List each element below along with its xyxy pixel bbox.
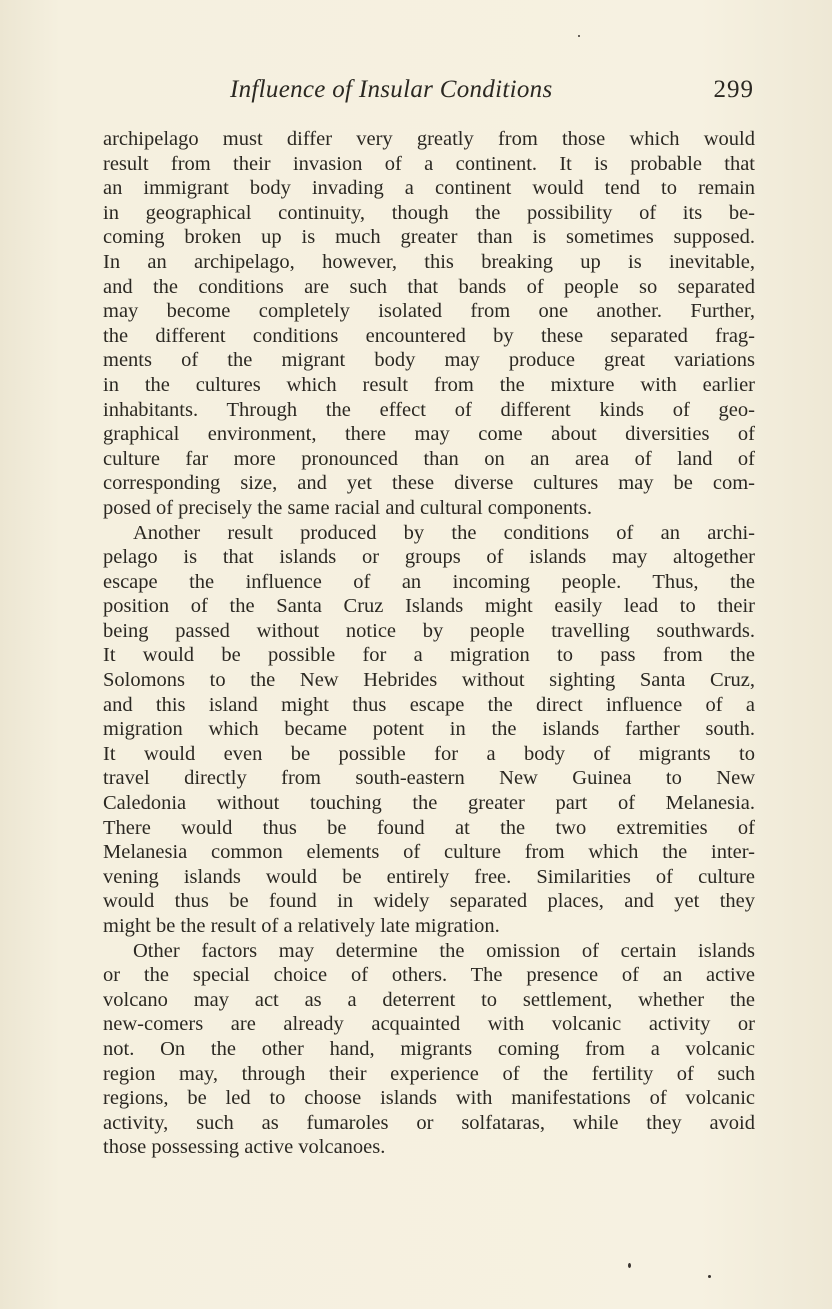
paper-speck bbox=[708, 1275, 711, 1278]
text-line: Another result produced by the conditions of an archi- bbox=[133, 521, 755, 544]
text-line: It would even be possible for a body of migrants to bbox=[103, 742, 755, 765]
text-line: graphical environment, there may come about diversities of bbox=[103, 423, 755, 446]
body-text bbox=[103, 127, 755, 1160]
text-line: coming broken up is much greater than is sometimes supposed. bbox=[103, 226, 755, 249]
text-line: regions, be led to choose islands with manifestations of volcanic bbox=[103, 1087, 755, 1110]
paper-speck bbox=[578, 35, 580, 37]
text-line: in geographical continuity, though the possibility of its be- bbox=[103, 201, 755, 224]
text-line: Other factors may determine the omission of certain islands bbox=[133, 939, 755, 962]
text-line: or the special choice of others. The presence of an active bbox=[103, 964, 755, 987]
text-line: Caledonia without touching the greater part of Melanesia. bbox=[103, 792, 755, 815]
text-line: Melanesia common elements of culture from which the inter- bbox=[103, 841, 755, 864]
text-line: an immigrant body invading a continent would tend to remain bbox=[103, 177, 755, 200]
running-title: Influence of Insular Conditions bbox=[230, 76, 553, 103]
paragraph bbox=[103, 939, 755, 1160]
text-line: In an archipelago, however, this breaking up is inevitable, bbox=[103, 250, 755, 273]
text-line: posed of precisely the same racial and cultural components. bbox=[103, 496, 592, 519]
text-line: pelago is that islands or groups of islands may altogether bbox=[103, 546, 755, 569]
text-line: would thus be found in widely separated places, and yet they bbox=[103, 890, 755, 913]
text-line: might be the result of a relatively late migration. bbox=[103, 915, 500, 937]
text-line: ments of the migrant body may produce great variations bbox=[103, 349, 755, 372]
paragraph bbox=[103, 127, 755, 521]
text-line: may become completely isolated from one another. Further, bbox=[103, 300, 755, 323]
text-line: region may, through their experience of the fertility of such bbox=[103, 1062, 755, 1085]
text-line: There would thus be found at the two extremities of bbox=[103, 816, 755, 839]
text-line: and the conditions are such that bands of people so separated bbox=[103, 275, 755, 298]
text-line: migration which became potent in the islands farther south. bbox=[103, 718, 755, 741]
paragraph bbox=[103, 521, 755, 939]
paper-speck bbox=[628, 1263, 631, 1268]
text-line: and this island might thus escape the direct influence of a bbox=[103, 693, 755, 716]
text-line: corresponding size, and yet these diverse cultures may be com- bbox=[103, 472, 755, 495]
text-line: It would be possible for a migration to pass from the bbox=[103, 644, 755, 667]
running-head bbox=[104, 76, 754, 110]
text-line: Solomons to the New Hebrides without sighting Santa Cruz, bbox=[103, 669, 755, 692]
text-line: the different conditions encountered by these separated frag- bbox=[103, 324, 755, 347]
text-line: inhabitants. Through the effect of different kinds of geo- bbox=[103, 398, 755, 421]
text-line: volcano may act as a deterrent to settlement, whether the bbox=[103, 988, 755, 1011]
text-line: archipelago must differ very greatly from those which would bbox=[103, 128, 755, 150]
text-line: position of the Santa Cruz Islands might easily lead to their bbox=[103, 595, 755, 618]
page-number: 299 bbox=[713, 76, 754, 103]
text-line: result from their invasion of a continent. It is probable that bbox=[103, 152, 755, 175]
text-line: being passed without notice by people travelling southwards. bbox=[103, 619, 755, 642]
text-line: not. On the other hand, migrants coming from a volcanic bbox=[103, 1037, 755, 1060]
text-line: vening islands would be entirely free. Similarities of culture bbox=[103, 865, 755, 888]
text-line: travel directly from south-eastern New Guinea to New bbox=[103, 767, 755, 790]
text-line: in the cultures which result from the mixture with earlier bbox=[103, 373, 755, 396]
text-line: escape the influence of an incoming people. Thus, the bbox=[103, 570, 755, 593]
text-line: culture far more pronounced than on an area of land of bbox=[103, 447, 755, 470]
text-line: those possessing active volcanoes. bbox=[103, 1136, 386, 1159]
text-line: new-comers are already acquainted with volcanic activity or bbox=[103, 1013, 755, 1036]
text-line: activity, such as fumaroles or solfataras, while they avoid bbox=[103, 1111, 755, 1134]
